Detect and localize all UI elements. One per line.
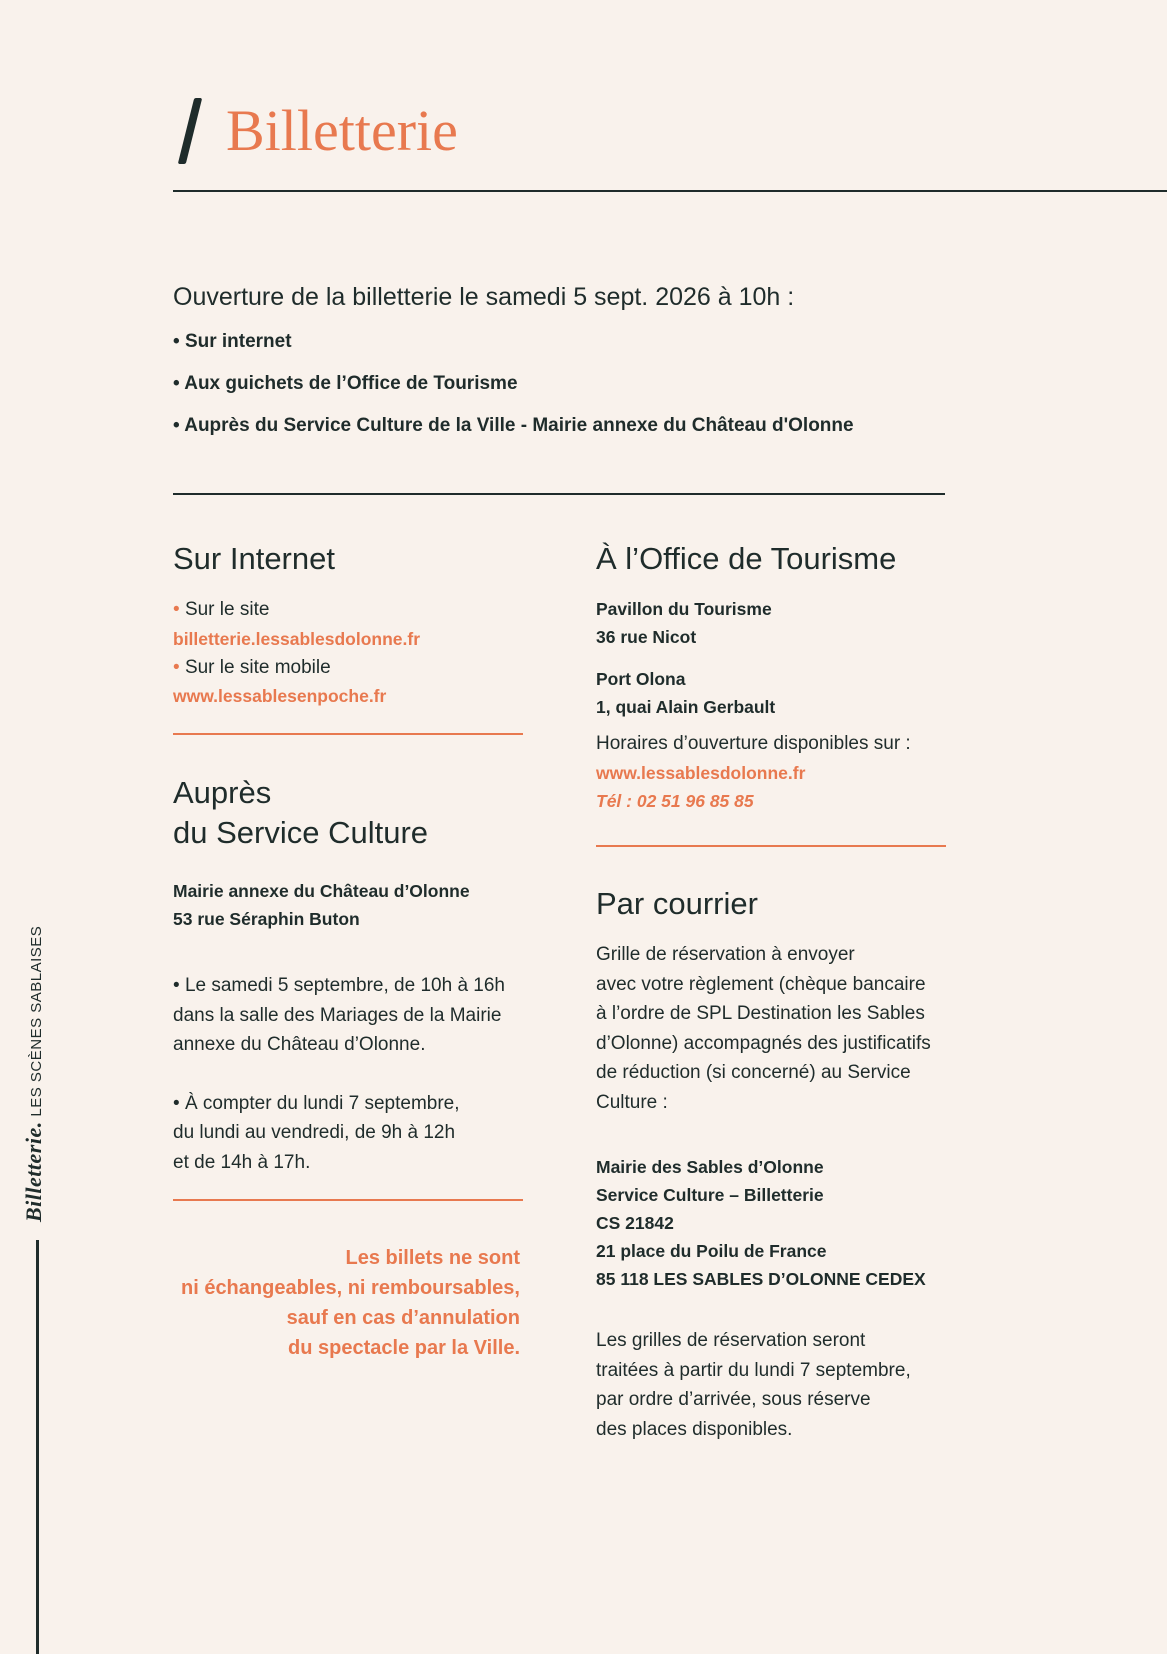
mail-title: Par courrier [596, 886, 758, 921]
title-slash [178, 98, 202, 164]
ticketing-site-link[interactable]: billetterie.lessablesdolonne.fr [173, 628, 421, 649]
mail-address: Mairie des Sables d’Olonne Service Culture – Billetterie CS 21842 21 place du Poilu de France 85 118 LES SABLES D’OLONNE CEDEX [596, 1157, 926, 1289]
intro-divider [173, 493, 945, 495]
phone-number: Tél : 02 51 96 85 85 [596, 790, 754, 811]
page-title: Billetterie [226, 98, 458, 163]
schedule-block-1: • Le samedi 5 septembre, de 10h à 16h dans la salle des Mariages de la Mairie annexe du Château d’Olonne. [173, 975, 505, 1055]
mobile-label: • Sur le site mobile [173, 656, 331, 678]
hours-text: Horaires d’ouverture disponibles sur : [596, 733, 911, 754]
refund-note: Les billets ne sont ni échangeables, ni remboursables, sauf en cas d’annulation du spectacle par la Ville. [180, 1247, 520, 1359]
office-divider [596, 845, 946, 847]
internet-title: Sur Internet [173, 541, 335, 576]
office-title: À l’Office de Tourisme [596, 541, 897, 576]
mail-footer: Les grilles de réservation seront traitées à partir du lundi 7 septembre, par ordre d’arrivée, sous réserve des places disponibles. [596, 1330, 911, 1440]
sidebar-bar [36, 1240, 39, 1654]
list-item: • Sur internet [173, 328, 854, 370]
culture-title: Auprès du Service Culture [173, 775, 429, 850]
office-address: Port Olona [596, 669, 686, 689]
mobile-site-link[interactable]: www.lessablesenpoche.fr [173, 686, 387, 706]
internet-section [173, 539, 533, 710]
culture-address: 53 rue Séraphin Buton [173, 909, 360, 929]
internet-divider [173, 733, 523, 735]
list-item: • Aux guichets de l’Office de Tourisme [173, 370, 854, 412]
site-label: • Sur le site [173, 599, 270, 620]
culture-divider [173, 1199, 523, 1201]
opening-heading: Ouverture de la billetterie le samedi 5 sept. 2026 à 10h : [173, 283, 795, 311]
mail-instructions: Grille de réservation à envoyer avec votre règlement (chèque bancaire à l’ordre de SPL Destination les Sables d’Olonne) accompagnés des justificatifs de réduction (si concerné) au Service Culture : [596, 944, 931, 1113]
list-item: • Auprès du Service Culture de la Ville - Mairie annexe du Château d'Olonne [173, 412, 854, 454]
office-section [596, 539, 996, 815]
tourism-site-link[interactable]: www.lessablesdolonne.fr [596, 762, 806, 783]
office-address: Pavillon du Tourisme [596, 599, 772, 619]
culture-section [173, 773, 533, 1177]
opening-list [173, 328, 854, 454]
culture-address: Mairie annexe du Château d’Olonne [173, 881, 470, 901]
schedule-block-2: • À compter du lundi 7 septembre, du lundi au vendredi, de 9h à 12h et de 14h à 17h. [173, 1092, 460, 1173]
mail-section [596, 884, 996, 1444]
office-address: 1, quai Alain Gerbault [596, 697, 776, 717]
sidebar-label: Billetterie. LES SCÈNES SABLAISES [21, 925, 46, 1222]
header-divider [173, 190, 1167, 192]
office-address: 36 rue Nicot [596, 627, 697, 647]
